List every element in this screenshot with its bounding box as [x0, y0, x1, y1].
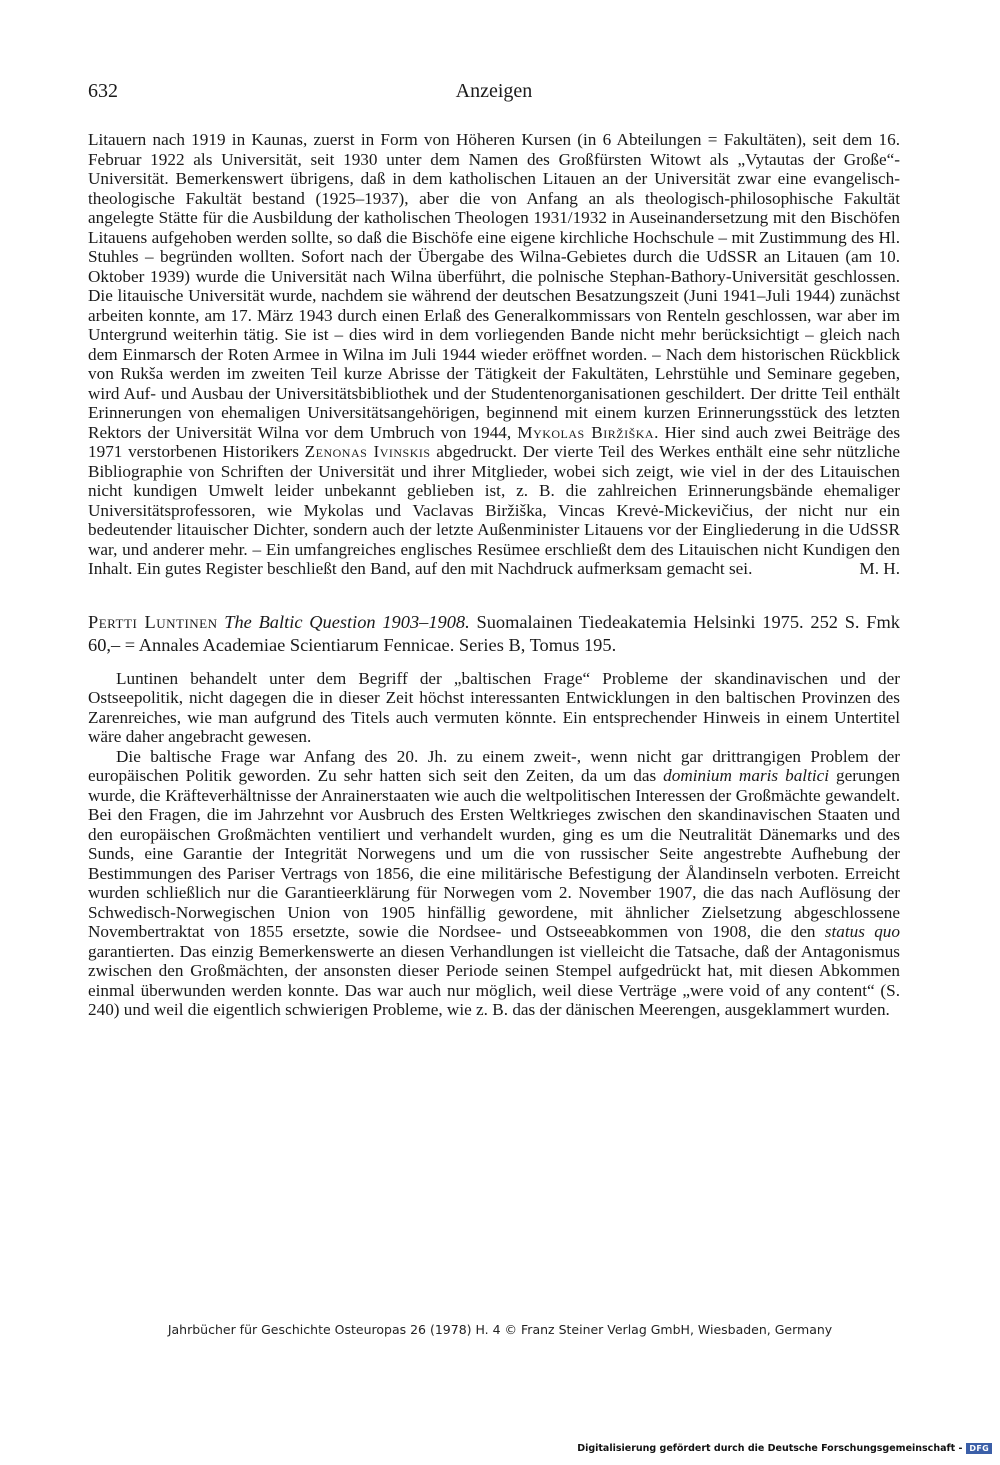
reviewer-signature: M. H.	[859, 559, 900, 578]
review-paragraph	[88, 747, 900, 1020]
dfg-logo: DFG	[966, 1443, 992, 1454]
latin-phrase: status quo	[824, 922, 900, 941]
running-head: Anzeigen	[455, 80, 533, 102]
book-title: The Baltic Question 1903–1908.	[224, 611, 470, 632]
review-body-text: abgedruckt. Der vierte Teil des Werkes enthält eine sehr nützliche Bibliographie von Schriften der Universität und ihrer Mitglieder, wobei sich zeigt, wie viel in der des Litauischen nicht kundigen Umwelt leider unbekannt geblieben ist, z. B. die zahlreichen Erinnerungsbände ehemaliger Universitätsprofessoren, wie Mykolas und Vaclavas Biržiška, Vincas Krevė-Mickevičius, der nicht nur ein bedeutender litauischer Dichter, sondern auch der letzte Außenminister Litauens vor der Eingliederung in die UdSSR war, und anderer mehr. – Ein umfangreiches englisches Resümee erschließt dem des Litauischen nicht Kundigen den Inhalt. Ein gutes Register beschließt den Band, auf den mit Nachdruck aufmerksam gemacht sei.	[88, 442, 900, 578]
book-publication: Suomalainen Tiedeakatemia Helsinki 1975. 252 S. Fmk 60,– = Annales Academiae Scientiarum Fennicae. Series B, Tomus 195.	[88, 611, 900, 655]
page-header	[88, 80, 900, 106]
latin-phrase: dominium maris baltici	[663, 766, 830, 785]
text-column	[88, 130, 900, 1020]
review-text: Die baltische Frage war Anfang des 20. Jh. zu einem zweit-, wenn nicht gar drittrangigen Problem der europäischen Politik geworden. Zu sehr hatten sich seit den Zeiten, da um das	[88, 746, 900, 785]
review-citation	[88, 611, 900, 657]
review-paragraph: Luntinen behandelt unter dem Begriff der „baltischen Frage“ Probleme der skandinavischen und der Ostseepolitik, nicht dagegen die in dieser Zeit höchst interessanten Entwicklungen in den baltischen Provinzen des Zarenreiches, wie man aufgrund des Titels auch vermuten könnte. Ein entsprechender Hinweis in einem Untertitel wäre daher angebracht gewesen.	[88, 668, 900, 746]
review-body-paragraph	[88, 130, 900, 579]
author-name: Mykolas Biržiška	[517, 422, 655, 442]
review-body-text: Litauern nach 1919 in Kaunas, zuerst in Form von Höheren Kursen (in 6 Abteilungen = Fakultäten), seit dem 16. Februar 1922 als Universität, seit 1930 unter dem Namen des Großfürsten Witowt als „Vytautas der Große“-Universität. Bemerkenswert übrigens, daß in dem katholischen Litauen an der Universität zwar eine evangelisch-theologische Fakultät bestand (1925–1937), aber die von Anfang an als theologisch-philosophische Fakultät angelegte Stätte für die Ausbildung der katholischen Theologen 1931/1932 in Auseinandersetzung mit den Bischöfen Litauens aufgehoben werden sollte, so daß die Bischöfe eine eigene kirchliche Hochschule – mit Zustimmung des Hl. Stuhles – begründen wollten. Sofort nach der Übergabe des Wilna-Gebietes durch die UdSSR an Litauen (am 10. Oktober 1939) wurde die Universität nach Wilna überführt, die polnische Stephan-Bathory-Universität geschlossen. Die litauische Universität wurde, nachdem sie während der deutschen Besatzungszeit (Juni 1941–Juli 1944) zunächst arbeiten konnte, am 17. März 1943 durch einen Erlaß des Generalkommissars von Renteln geschlossen, war aber im Untergrund weiterhin tätig. Sie ist – dies wird in dem vorliegenden Bande nicht mehr berücksichtigt – gleich nach dem Einmarsch der Roten Armee in Wilna im Juli 1944 wieder eröffnet worden. – Nach dem historischen Rückblick von Rukša werden im zweiten Teil kurze Abrisse der Tätigkeit der Fakultäten, Lehrstühle und Seminare gegeben, wird Auf- und Ausbau der Universitätsbibliothek und der Studentenorganisationen geschildert. Der dritte Teil enthält Erinnerungen von ehemaligen Universitätsangehörigen, beginnend mit einem kurzen Erinnerungsstück des letzten Rektors der Universität Wilna vor dem Umbruch von 1944,	[88, 130, 900, 442]
journal-footer: Jahrbücher für Geschichte Osteuropas 26 (1978) H. 4 © Franz Steiner Verlag GmbH, Wiesbaden, Germany	[167, 1322, 833, 1337]
author-name: Zenonas Ivinskis	[304, 442, 431, 461]
review-body-text: . Hier sind auch zwei Beiträge des 1971 verstorbenen Historikers	[88, 422, 901, 461]
digitization-text: Digitalisierung gefördert durch die Deutsche Forschungsgemeinschaft -	[577, 1443, 963, 1454]
book-author: Pertti Luntinen	[88, 611, 218, 632]
review-text: garantierten. Das einzig Bemerkenswerte an diesen Verhandlungen ist vielleicht die Tatsache, daß der Antagonismus zwischen den Großmächten, der ansonsten dieser Periode seinen Stempel aufgedrückt hat, mit diesen Abkommen einmal überwunden werden konnte. Das war auch nur möglich, weil diese Verträge „were void of any content“ (S. 240) und weil die eigentlich schwierigen Probleme, wie z. B. das der dänischen Meerengen, ausgeklammert wurden.	[88, 941, 900, 1019]
digitization-notice	[577, 1443, 992, 1454]
page-number: 632	[88, 80, 118, 102]
review-text: gerungen wurde, die Kräfteverhältnisse der Anrainerstaaten wie auch die weltpolitischen Interessen der Großmächte gewandelt. Bei den Fragen, die im Jahrzehnt vor Ausbruch des Ersten Weltkrieges zwischen den skandinavischen Staaten und den europäischen Großmächten ventiliert und verhandelt wurden, ging es um die Neutralität Dänemarks und des Sunds, eine Garantie der Integrität Norwegens und um die von russischer Seite angestrebte Aufhebung der Bestimmungen des Pariser Vertrags von 1856, die eine militärische Befestigung der Ålandinseln verboten. Erreicht wurden schließlich nur die Garantieerklärung für Norwegen vom 2. November 1907, die das nach Auflösung der Schwedisch-Norwegischen Union von 1905 hinfällig gewordene, mit ähnlicher Zielsetzung abgeschlossene Novembertraktat von 1855 ersetzte, sowie die Nordsee- und Ostseeabkommen von 1908, die den	[88, 766, 900, 941]
